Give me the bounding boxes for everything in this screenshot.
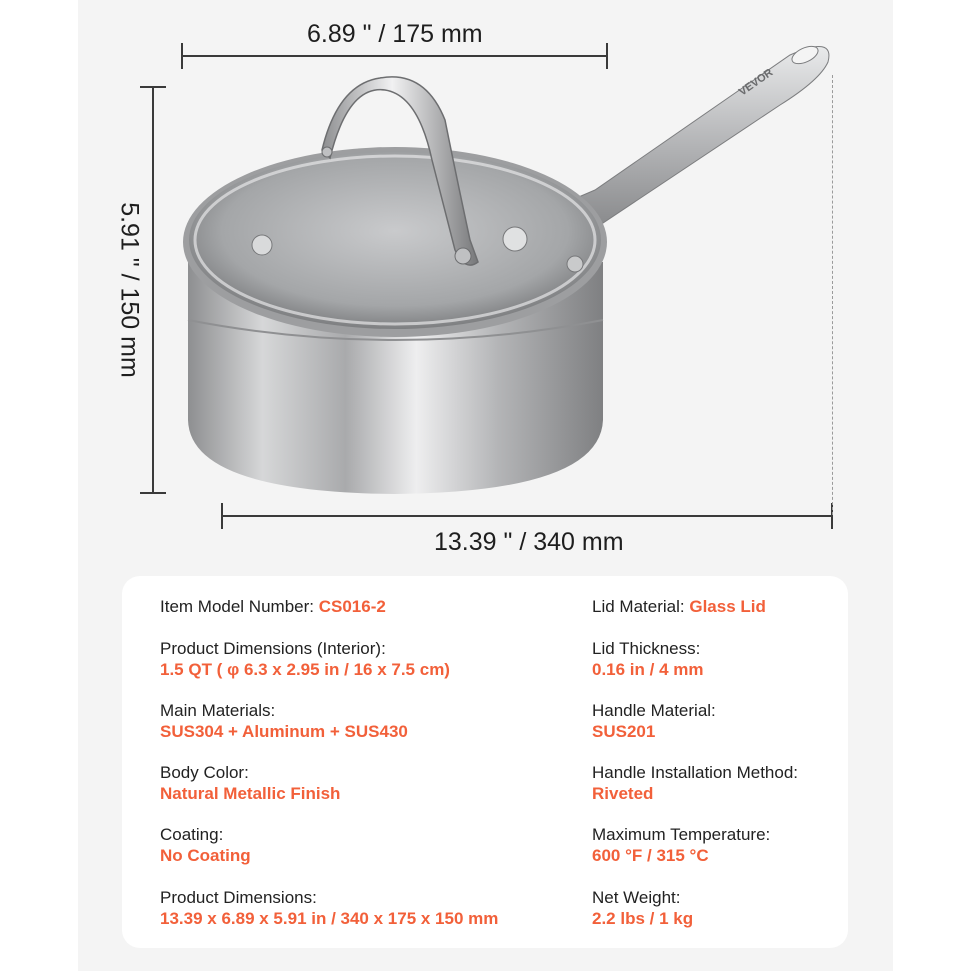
spec-label: Main Materials: (160, 701, 276, 720)
spec-item-net-weight (592, 887, 693, 929)
spec-value: SUS304 + Aluminum + SUS430 (160, 722, 408, 741)
spec-item-lid-thickness (592, 638, 704, 680)
spec-label: Maximum Temperature: (592, 825, 771, 844)
spec-item-main-materials (160, 700, 408, 742)
width-dimension-label: 6.89 " / 175 mm (307, 20, 483, 48)
spec-value: Glass Lid (689, 597, 766, 616)
spec-label: Product Dimensions: (160, 888, 317, 907)
spec-value: CS016-2 (318, 597, 386, 616)
length-dimension-line (222, 515, 833, 517)
spec-value: 13.39 x 6.89 x 5.91 in / 340 x 175 x 150 mm (160, 909, 499, 928)
spec-label: Lid Thickness: (592, 639, 701, 658)
spec-value: 0.16 in / 4 mm (592, 660, 704, 679)
spec-label: Item Model Number: (160, 597, 314, 616)
spec-label: Handle Installation Method: (592, 763, 799, 782)
spec-value: 1.5 QT ( φ 6.3 x 2.95 in / 16 x 7.5 cm) (160, 660, 450, 679)
spec-label: Product Dimensions (Interior): (160, 639, 386, 658)
spec-item-lid-material (592, 596, 766, 617)
spec-value: 2.2 lbs / 1 kg (592, 909, 694, 928)
spec-item-body-color (160, 762, 340, 804)
height-dimension-label: 5.91 " / 150 mm (115, 202, 144, 378)
svg-text:VEVOR: VEVOR (736, 66, 776, 99)
spec-item-interior-dimensions (160, 638, 450, 680)
spec-item-max-temperature (592, 824, 770, 866)
spec-card (122, 576, 848, 948)
spec-value: SUS201 (592, 722, 656, 741)
spec-item-handle-installation (592, 762, 798, 804)
spec-label: Body Color: (160, 763, 249, 782)
length-dimension-tick-left (221, 503, 223, 529)
spec-item-product-dimensions (160, 887, 498, 929)
spec-item-handle-material (592, 700, 716, 742)
spec-item-coating (160, 824, 251, 866)
spec-label: Coating: (160, 825, 224, 844)
saucepan-image (160, 40, 840, 500)
height-dimension-line (152, 87, 154, 493)
spec-value: Riveted (592, 784, 654, 803)
spec-item-model-number (160, 596, 386, 617)
length-dimension-label: 13.39 " / 340 mm (434, 528, 624, 556)
spec-value: Natural Metallic Finish (160, 784, 341, 803)
spec-label: Lid Material: (592, 597, 685, 616)
spec-value: 600 °F / 315 °C (592, 846, 709, 865)
spec-label: Net Weight: (592, 888, 681, 907)
spec-label: Handle Material: (592, 701, 716, 720)
spec-value: No Coating (160, 846, 251, 865)
